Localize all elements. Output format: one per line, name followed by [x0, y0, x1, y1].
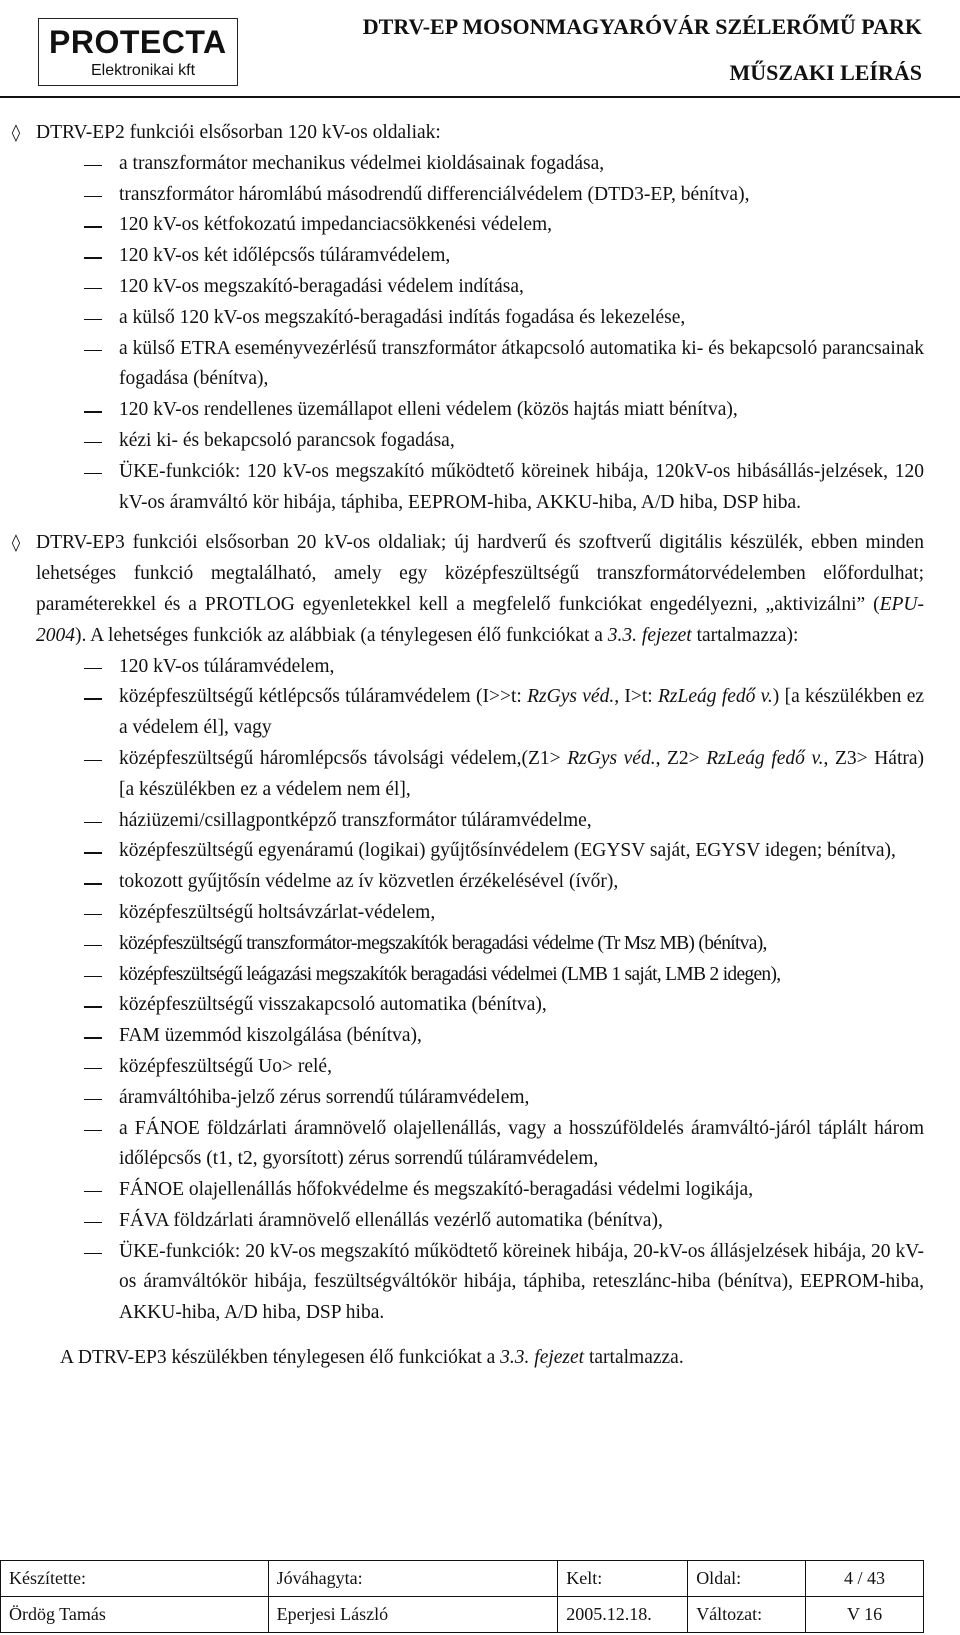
item-text: FÁVA földzárlati áramnövelő ellenállás vezérlő automatika (bénítva),	[119, 1209, 663, 1231]
list-item	[0, 806, 960, 837]
list-item	[0, 682, 960, 744]
list-item: transzformátor háromlábú másodrendű differenciálvédelem (DTD3-EP, bénítva),	[0, 180, 960, 211]
section-intro	[0, 118, 960, 149]
item-text: , I>t:	[614, 686, 659, 708]
item-italic: RzLeág fedő v.	[658, 686, 773, 708]
white-diamond-icon: ◊	[11, 533, 21, 554]
item-text: középfeszültségű egyenáramú (logikai) gyűjtősínvédelem (EGYSV saját, EGYSV idegen; bénítva),	[119, 840, 896, 862]
footer-row-labels	[1, 1561, 924, 1597]
list-item: 120 kV-os két időlépcsős túláramvédelem,	[0, 241, 960, 272]
list-item	[0, 898, 960, 929]
chapter-ref: 3.3. fejezet	[500, 1347, 585, 1369]
list-item	[0, 867, 960, 898]
logo-subtitle: Elektronikai kft	[91, 62, 196, 79]
page-label: Oldal:	[688, 1561, 806, 1597]
footer-row-values	[1, 1597, 924, 1633]
list-item: 120 kV-os rendellenes üzemállapot elleni védelem (közös hajtás miatt bénítva),	[0, 395, 960, 426]
item-text: FAM üzemmód kiszolgálása (bénítva),	[119, 1025, 422, 1047]
section-intro	[0, 528, 960, 651]
version-label: Változat:	[688, 1597, 806, 1633]
list-item	[0, 960, 960, 991]
footer-table	[0, 1560, 924, 1633]
list-item	[0, 1114, 960, 1176]
section-spacer	[0, 1329, 960, 1343]
page-header	[0, 0, 960, 96]
item-italic: RzGys véd.	[567, 747, 656, 769]
list-item	[0, 990, 960, 1021]
item-text: ÜKE-funkciók: 20 kV-os megszakító működtető köreinek hibája, 20-kV-os állásjelzések hibája, 20 kV-os áramváltókör hibája, feszültségváltókör hibája, táphiba, reteszlánc-hiba (bénítva), EEPROM-hiba, AKKU-hiba, A/D hiba, DSP hiba.	[119, 1240, 924, 1324]
item-text: , Z2>	[655, 747, 707, 769]
item-text: középfeszültségű leágazási megszakítók beragadási védelmei (LMB 1 saját, LMB 2 idegen),	[119, 963, 781, 985]
list-item: 120 kV-os kétfokozatú impedanciacsökkenési védelem,	[0, 210, 960, 241]
item-text: középfeszültségű transzformátor-megszakítók beragadási védelme (Tr Msz MB) (bénítva),	[119, 932, 767, 954]
section-spacer	[0, 518, 960, 528]
item-text: tokozott gyűjtősín védelme az ív közvetlen érzékelésével (ívőr),	[119, 871, 619, 893]
item-text: , Z3> Hátra) [a készülékben ez a védelem nem él],	[119, 747, 925, 800]
section-ep3	[0, 528, 960, 1329]
header-divider	[0, 96, 960, 98]
approver-name: Eperjesi László	[268, 1597, 558, 1633]
item-text: középfeszültségű háromlépcsős távolsági védelem,(Z1>	[119, 747, 568, 769]
list-item	[0, 652, 960, 683]
list-item	[0, 744, 960, 806]
document-subtitle: MŰSZAKI LEÍRÁS	[729, 60, 922, 85]
item-text: középfeszültségű holtsávzárlat-védelem,	[119, 901, 436, 923]
item-text: középfeszültségű visszakapcsoló automatika (bénítva),	[119, 994, 547, 1016]
intro-text: ). A lehetséges funkciók az alábbiak (a ténylegesen élő funkciókat a	[75, 624, 608, 646]
list-item: a transzformátor mechanikus védelmei kioldásainak fogadása,	[0, 149, 960, 180]
list-item: a külső 120 kV-os megszakító-beragadási indítás fogadása és lekezelése,	[0, 303, 960, 334]
approved-by-label: Jóváhagyta:	[268, 1561, 558, 1597]
white-diamond-icon: ◊	[11, 123, 21, 143]
list-item	[0, 1237, 960, 1329]
list-item: 120 kV-os megszakító-beragadási védelem indítása,	[0, 272, 960, 303]
closing-text: A DTRV-EP3 készülékben ténylegesen élő funkciókat a	[60, 1347, 501, 1369]
list-item	[0, 1083, 960, 1114]
intro-text: DTRV-EP3 funkciói elsősorban 20 kV-os oldaliak; új hardverű és szoftverű digitális készülék, ebben minden lehetséges funkció megtalálható, amely egy középfeszültségű transzformátorvédelemben előfordulhat; paraméterekkel és a PROTLOG egyenletekkel kell a megfelelő funkciókat engedélyezni, „aktivizálni” (	[36, 532, 924, 615]
list-item: kézi ki- és bekapcsoló parancsok fogadása,	[0, 426, 960, 457]
section-intro-text: DTRV-EP2 funkciói elsősorban 120 kV-os oldaliak:	[36, 122, 441, 143]
item-text: FÁNOE olajellenállás hőfokvédelme és megszakító-beragadási védelmi logikája,	[119, 1179, 754, 1201]
list-item	[0, 929, 960, 960]
section-ep2	[0, 118, 960, 518]
version-number: V 16	[806, 1597, 924, 1633]
closing-paragraph	[0, 1343, 960, 1374]
document-title: DTRV-EP MOSONMAGYARÓVÁR SZÉLERŐMŰ PARK	[362, 14, 922, 39]
list-item	[0, 1175, 960, 1206]
ep3-function-list	[0, 652, 960, 1330]
date-label: Kelt:	[558, 1561, 688, 1597]
list-item	[0, 1052, 960, 1083]
intro-text: tartalmazza):	[691, 624, 799, 646]
list-item: ÜKE-funkciók: 120 kV-os megszakító működtető köreinek hibája, 120kV-os hibásállás-jelzések, 120 kV-os áramváltó kör hibája, táphiba, EEPROM-hiba, AKKU-hiba, A/D hiba, DSP hiba.	[0, 457, 960, 519]
ep2-function-list	[0, 149, 960, 519]
list-item: a külső ETRA eseményvezérlésű transzformátor átkapcsoló automatika ki- és bekapcsoló parancsainak fogadása (bénítva),	[0, 334, 960, 396]
item-text: ) [a készülékben ez a védelem él], vagy	[119, 686, 925, 739]
item-text: 120 kV-os túláramvédelem,	[119, 655, 335, 677]
list-item	[0, 836, 960, 867]
list-item	[0, 1021, 960, 1052]
document-date: 2005.12.18.	[558, 1597, 688, 1633]
prepared-by-label: Készítette:	[1, 1561, 269, 1597]
item-text: a FÁNOE földzárlati áramnövelő olajellenállás, vagy a hosszúföldelés áramváltó-járól táplált három időlépcsős (t1, t2, gyorsított) zérus sorrendű túláramvédelem,	[119, 1117, 924, 1170]
item-text: áramváltóhiba-jelző zérus sorrendű túláramvédelem,	[119, 1086, 530, 1108]
item-text: középfeszültségű kétlépcsős túláramvédelem (I>>t:	[119, 686, 528, 708]
item-italic: RzLeág fedő v.	[706, 747, 824, 769]
chapter-ref: 3.3. fejezet	[607, 624, 692, 646]
author-name: Ördög Tamás	[1, 1597, 269, 1633]
intro-ref: EPU-2004	[36, 593, 924, 646]
company-logo	[38, 18, 238, 86]
page-number: 4 / 43	[806, 1561, 924, 1597]
logo-wordmark: PROTECTA	[49, 24, 227, 60]
document-body	[0, 118, 960, 1374]
closing-text: tartalmazza.	[584, 1347, 684, 1369]
item-text: középfeszültségű Uo> relé,	[119, 1055, 332, 1077]
page-footer	[0, 1560, 960, 1635]
list-item	[0, 1206, 960, 1237]
item-text: háziüzemi/csillagpontképző transzformátor túláramvédelme,	[119, 809, 592, 831]
item-italic: RzGys véd.	[527, 686, 615, 708]
